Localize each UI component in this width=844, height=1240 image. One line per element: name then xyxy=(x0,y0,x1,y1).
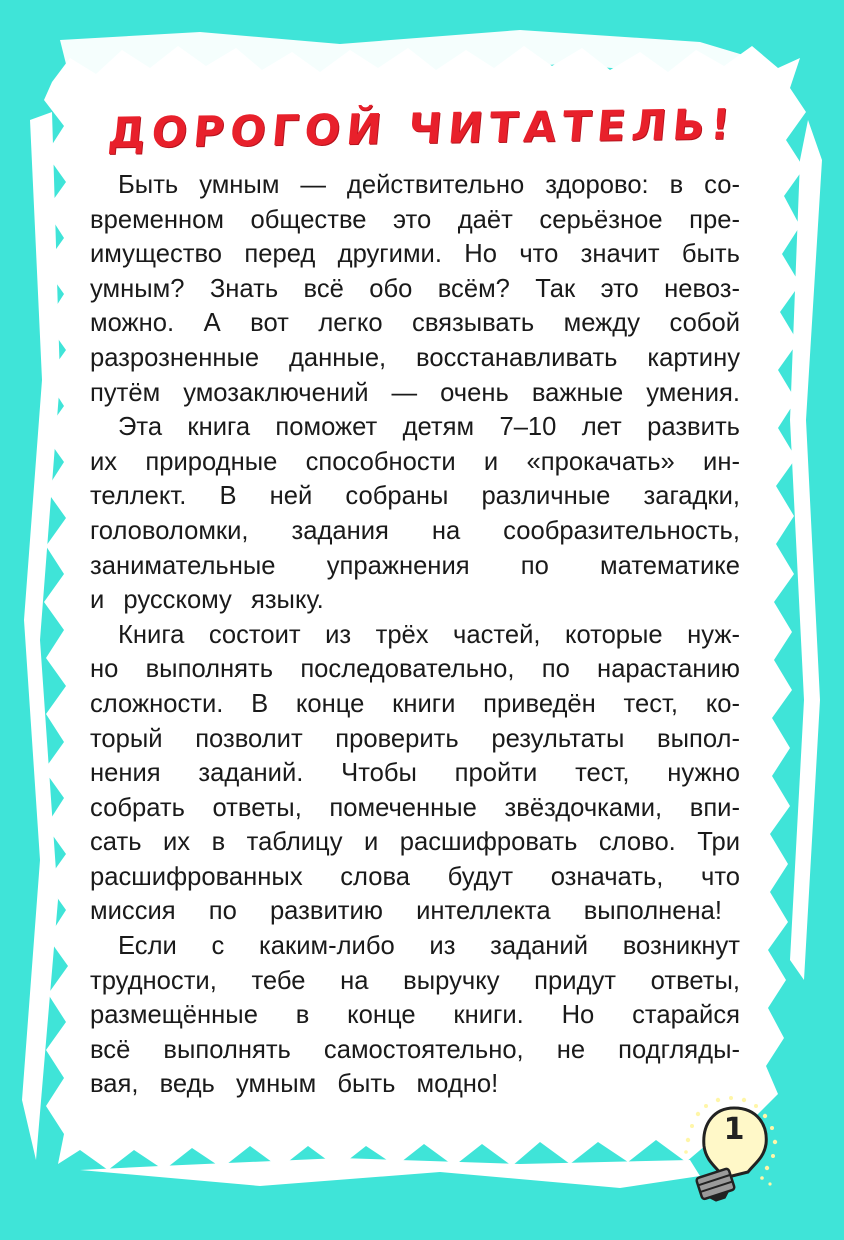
text-line: торый позволит проверить результаты выпол- xyxy=(90,724,740,753)
text-line: умным? Знать всё обо всём? Так это невоз- xyxy=(90,274,740,303)
text-line: и русскому языку. xyxy=(90,586,324,615)
text-line: собрать ответы, помеченные звёздочками, впи- xyxy=(90,793,740,822)
text-line: Эта книга поможет детям 7–10 лет развить xyxy=(118,413,740,442)
text-line: сложности. В конце книги приведён тест, ко- xyxy=(90,689,740,718)
lightbulb-icon xyxy=(668,1092,788,1202)
page-number-badge xyxy=(668,1092,788,1202)
intro-text xyxy=(90,168,740,1102)
text-line: путём умозаключений — очень важные умения. xyxy=(90,378,740,407)
text-line: временном обществе это даёт серьёзное пре- xyxy=(90,205,740,234)
text-line: Быть умным — действительно здорово: в со- xyxy=(118,171,740,199)
text-line: Книга состоит из трёх частей, которые нуж- xyxy=(118,620,740,649)
text-line: нения заданий. Чтобы пройти тест, нужно xyxy=(90,759,740,788)
text-line: имущество перед другими. Но что значит быть xyxy=(90,240,740,269)
text-line: но выполнять последовательно, по нарастанию xyxy=(90,655,740,684)
text-line: сать их в таблицу и расшифровать слово. Три xyxy=(90,828,740,857)
text-line: расшифрованных слова будут означать, что xyxy=(90,862,740,891)
text-line: можно. А вот легко связывать между собой xyxy=(90,309,740,338)
page-title: ДОРОГОЙ ЧИТАТЕЛЬ! xyxy=(106,99,738,158)
text-line: занимательные упражнения по математике xyxy=(90,551,740,580)
text-line: Если с каким-либо из заданий возникнут xyxy=(118,932,740,961)
text-line: трудности, тебе на выручку придут ответы, xyxy=(90,966,740,995)
text-line: их природные способности и «прокачать» ин- xyxy=(90,447,740,476)
text-line: головоломки, задания на сообразительность, xyxy=(90,516,740,545)
text-line: размещённые в конце книги. Но старайся xyxy=(90,1001,740,1030)
page-number: 1 xyxy=(723,1112,745,1147)
text-line: всё выполнять самостоятельно, не подгляды- xyxy=(90,1035,740,1064)
text-line: теллект. В ней собраны различные загадки, xyxy=(90,482,740,511)
text-line: вая, ведь умным быть модно! xyxy=(90,1070,499,1099)
text-line: миссия по развитию интеллекта выполнена! xyxy=(90,897,722,926)
text-line: разрозненные данные, восстанавливать картину xyxy=(90,343,740,372)
